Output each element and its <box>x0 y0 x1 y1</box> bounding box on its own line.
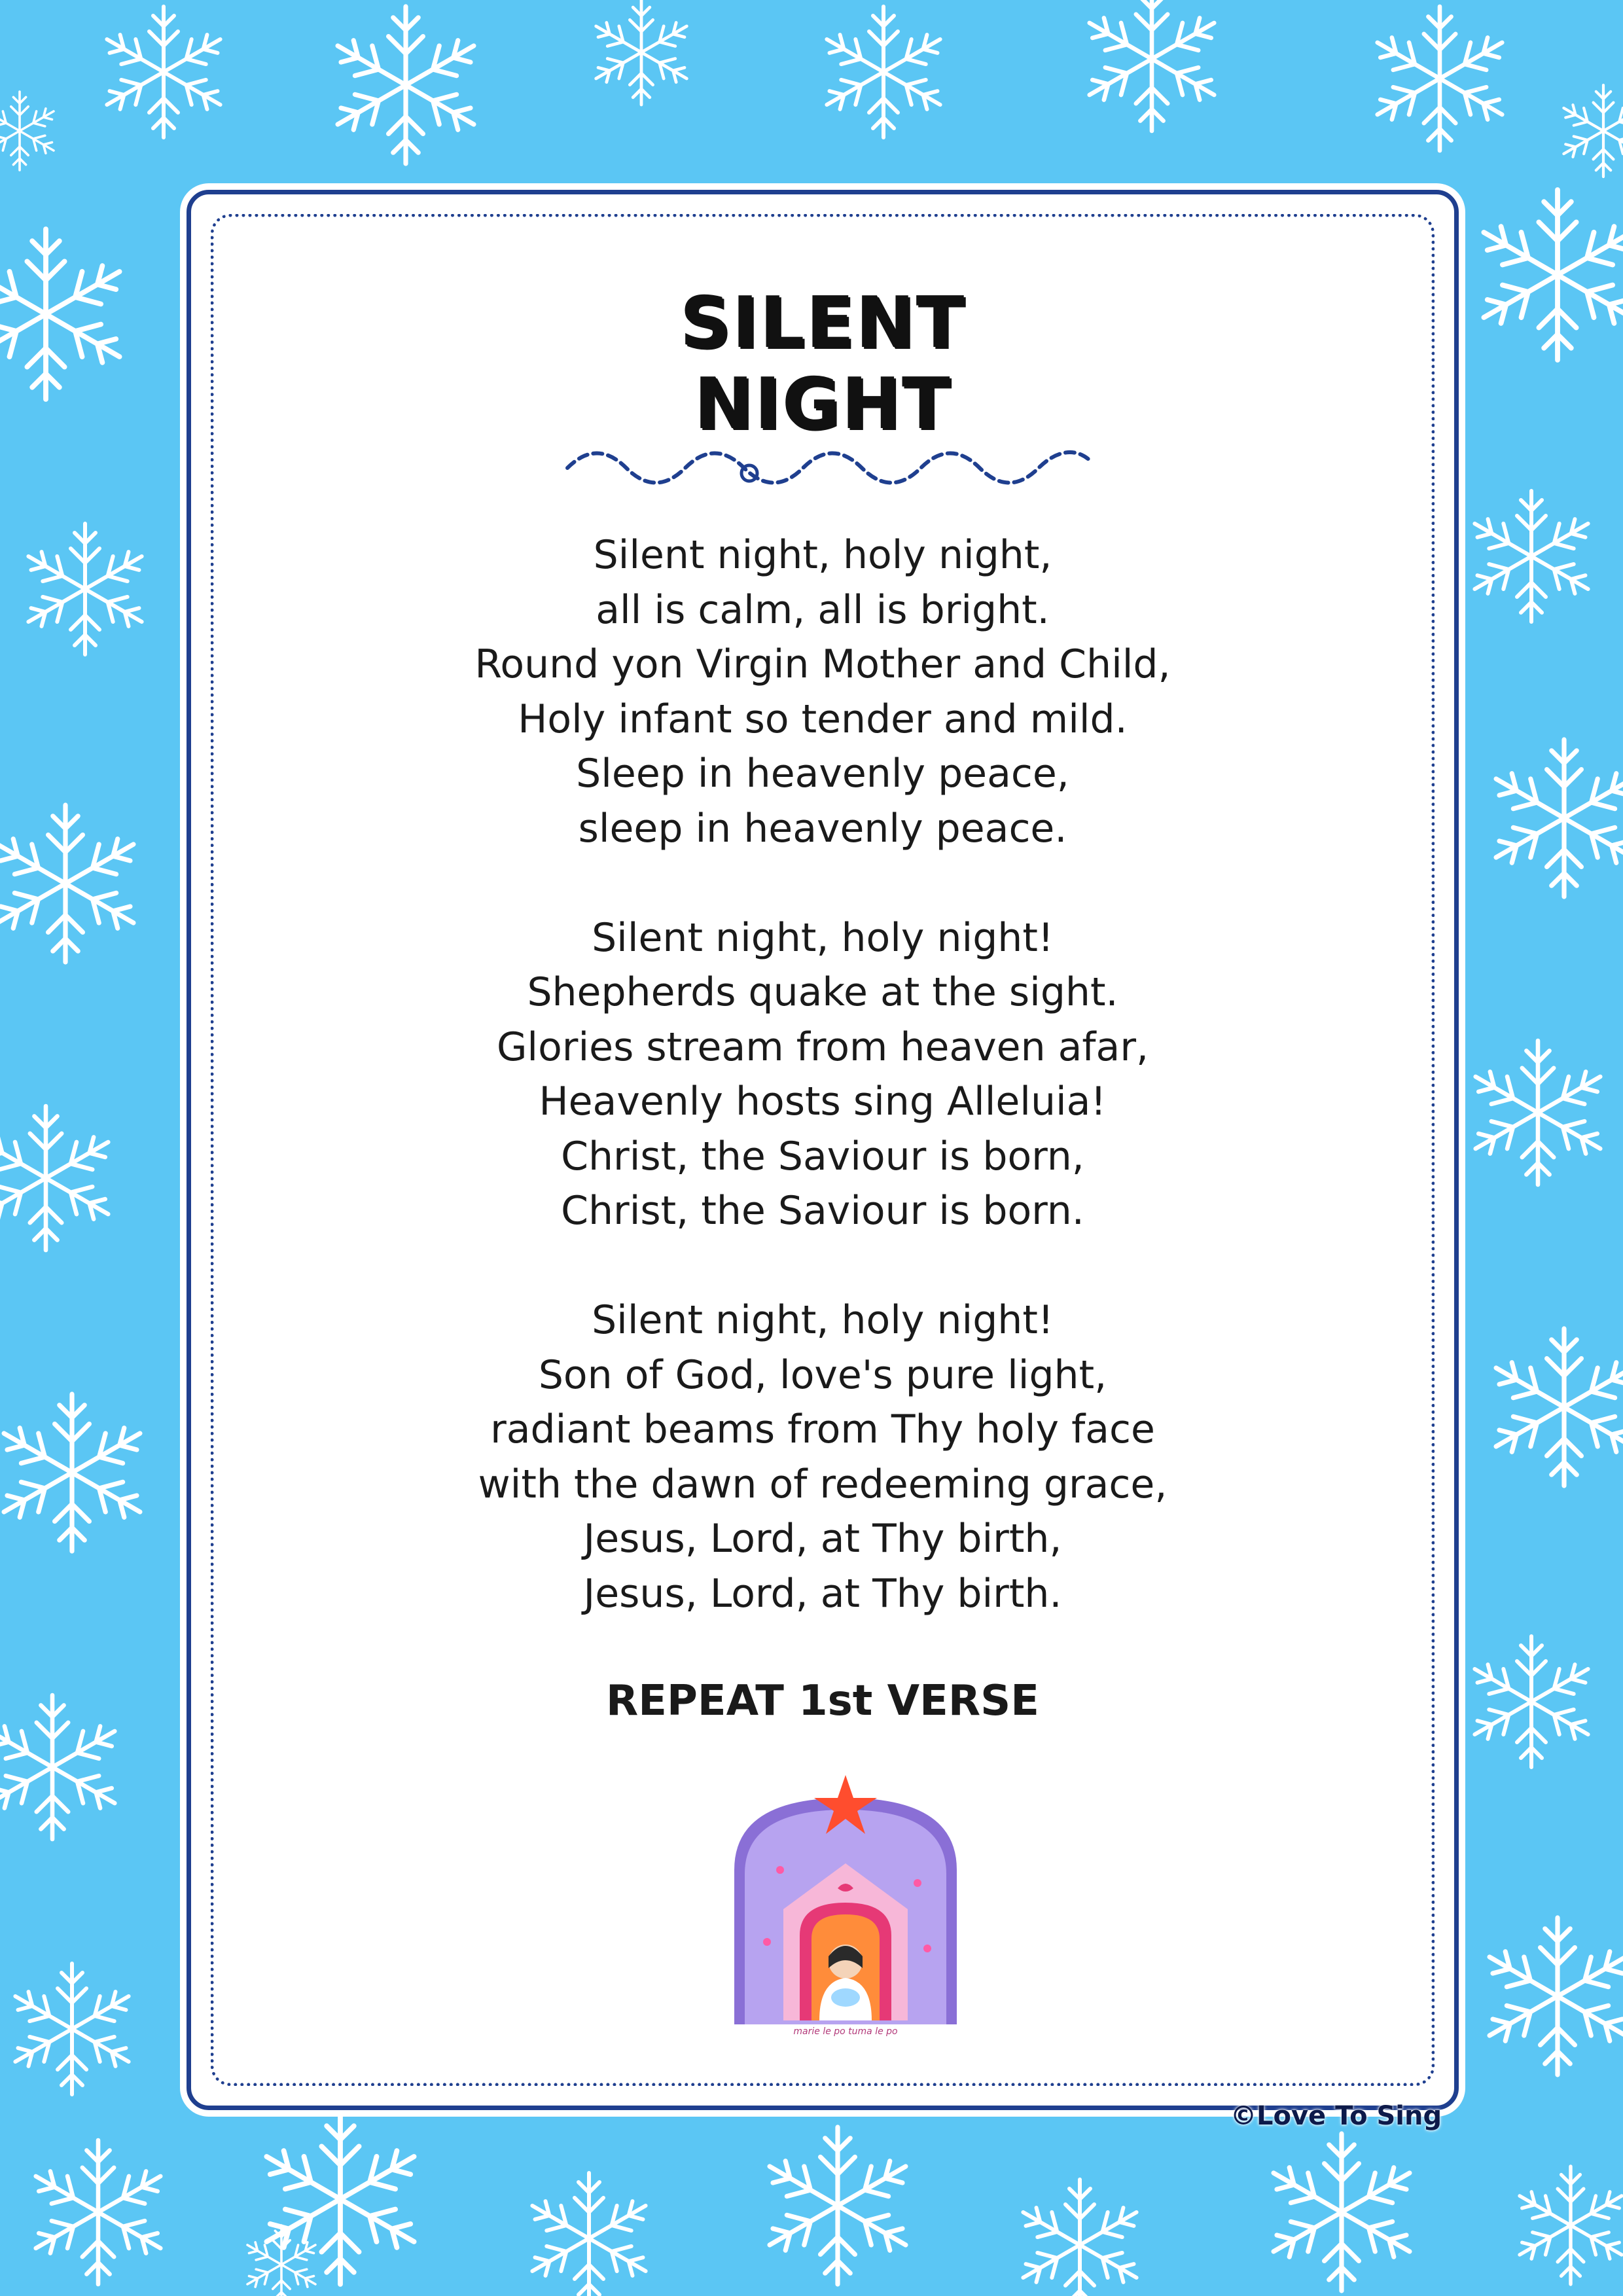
verse-1 <box>191 528 1454 856</box>
song-title <box>191 283 1454 445</box>
lyric-line: Holy infant so tender and mild. <box>518 696 1128 742</box>
snowflake-icon <box>1265 2134 1418 2291</box>
snowflake-icon <box>761 2127 914 2284</box>
lyric-line: with the dawn of redeeming grace, <box>478 1461 1168 1507</box>
lyric-line: Christ, the Saviour is born. <box>561 1188 1084 1234</box>
snowflake-icon <box>0 1394 149 1551</box>
lyric-line: Heavenly hosts sing Alleluia! <box>539 1079 1107 1124</box>
verse-2 <box>191 911 1454 1239</box>
lyric-line: Son of God, love's pure light, <box>538 1352 1107 1398</box>
snowflake-icon <box>1468 1041 1609 1185</box>
song-title-line-2: NIGHT <box>694 363 952 445</box>
snowflake-icon <box>0 229 129 399</box>
lyric-line: radiant beams from Thy holy face <box>490 1407 1155 1452</box>
wavy-divider <box>561 448 1097 494</box>
snowflake-icon <box>1481 1918 1623 2075</box>
snowflake-icon <box>1474 190 1623 360</box>
snowflake-icon <box>1488 740 1623 897</box>
lyric-line: Silent night, holy night! <box>592 1297 1054 1343</box>
lyric-line: Jesus, Lord, at Thy birth. <box>583 1570 1062 1617</box>
nativity-illustration <box>721 1772 970 2040</box>
snowflake-icon <box>1370 7 1510 151</box>
snowflake-icon <box>8 1964 135 2094</box>
snowflake-icon <box>243 2225 319 2296</box>
verse-3 <box>191 1293 1454 1621</box>
snowflake-icon <box>1082 0 1222 131</box>
snowflake-icon <box>1488 1329 1623 1486</box>
snowflake-icon <box>329 7 482 164</box>
lyric-line: Glories stream from heaven afar, <box>496 1024 1149 1070</box>
snowflake-icon <box>0 92 58 170</box>
snowflake-icon <box>1513 2166 1623 2284</box>
copyright-label: ©Love To Sing <box>1230 2101 1442 2131</box>
snowflake-icon <box>1016 2179 1143 2296</box>
lyric-line: Silent night, holy night! <box>592 914 1054 961</box>
snowflake-icon <box>0 1106 116 1250</box>
snowflake-icon <box>99 7 227 137</box>
illustration-caption: marie le po tuma le po <box>793 2026 898 2037</box>
snowflake-icon <box>525 2173 652 2296</box>
snowflake-icon <box>819 7 947 137</box>
snowflake-icon <box>590 0 692 105</box>
snowflake-icon <box>0 805 142 962</box>
lyric-line: Round yon Virgin Mother and Child, <box>474 641 1171 687</box>
snowflake-icon <box>1559 85 1623 177</box>
lyric-line: Shepherds quake at the sight. <box>527 969 1118 1015</box>
lyrics <box>191 528 1454 1676</box>
lyrics-card <box>187 190 1459 2110</box>
lyric-line: all is calm, all is bright. <box>596 586 1050 633</box>
song-title-line-1: SILENT <box>679 282 966 364</box>
snowflake-icon <box>21 524 149 655</box>
repeat-note: REPEAT 1st VERSE <box>606 1677 1039 1725</box>
lyric-line: Silent night, holy night, <box>593 532 1052 578</box>
snowflake-icon <box>1467 491 1595 622</box>
lyric-line: Christ, the Saviour is born, <box>561 1133 1084 1179</box>
snowflake-icon <box>1467 1636 1595 1767</box>
lyric-line: Jesus, Lord, at Thy birth, <box>583 1516 1062 1562</box>
lyric-line: sleep in heavenly peace. <box>578 805 1067 852</box>
snowflake-icon <box>0 1695 122 1839</box>
lyric-line: Sleep in heavenly peace, <box>576 751 1069 797</box>
snowflake-icon <box>28 2140 169 2284</box>
